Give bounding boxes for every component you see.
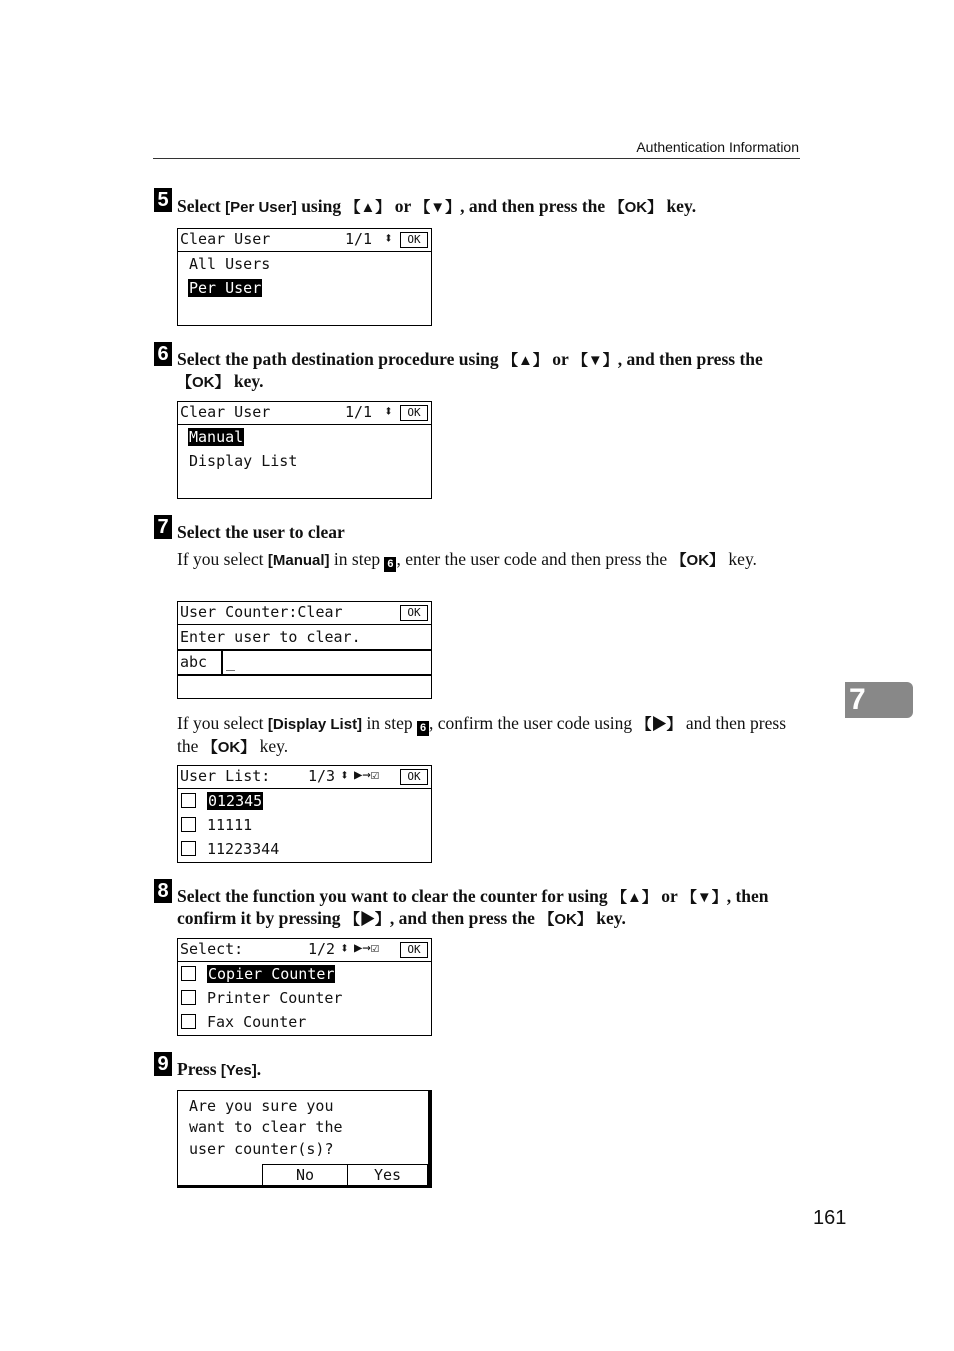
down-key: 【▼】	[681, 889, 727, 906]
lcd-divider	[221, 649, 223, 674]
lcd-clear-user-2	[177, 401, 432, 499]
ok-icon: OK	[400, 405, 428, 421]
checkbox-icon	[181, 990, 196, 1005]
lcd-clear-user-1	[177, 228, 432, 326]
lcd-page: 1/2	[308, 940, 336, 958]
up-down-arrows-icon: ⬍	[340, 766, 350, 784]
up-down-arrows-icon: ⬍	[384, 229, 394, 247]
step-9-marker: 9	[154, 1052, 172, 1076]
running-header: Authentication Information	[636, 139, 799, 155]
checkbox-icon	[181, 841, 196, 856]
up-key: 【▲】	[503, 352, 548, 369]
yes-button[interactable]: Yes	[347, 1164, 428, 1185]
list-item	[181, 792, 263, 810]
down-key: 【▼】	[572, 352, 618, 369]
chapter-tab: 7	[845, 682, 913, 718]
step-5-marker: 5	[154, 188, 172, 212]
yes-tag: [Yes]	[220, 1062, 257, 1079]
up-key: 【▲】	[612, 889, 657, 906]
dialog-message-line: Are you sure you	[189, 1097, 334, 1115]
up-down-arrows-icon: ⬍	[340, 939, 350, 957]
display-list-tag: [Display List]	[267, 716, 363, 733]
select-check-icon: ▶→☑	[354, 940, 380, 956]
function-label: Fax Counter	[207, 1013, 307, 1031]
step-6-text: Select the path destination procedure using 【▲】 or 【▼】, and then press the 【OK】 key.	[177, 349, 763, 391]
lcd-page: 1/3	[308, 767, 336, 785]
list-item	[181, 816, 252, 834]
lcd-item-per-user: Per User	[189, 279, 262, 297]
input-mode-label: abc	[180, 653, 208, 671]
per-user-tag: [Per User]	[225, 199, 297, 216]
right-key: 【▶】	[344, 911, 390, 928]
function-label: Copier Counter	[208, 965, 335, 983]
dialog-message-line: want to clear the	[189, 1118, 343, 1136]
lcd-title: Clear User	[180, 230, 271, 248]
list-item	[181, 1013, 306, 1031]
lcd-divider	[178, 674, 431, 676]
lcd-user-list	[177, 765, 432, 863]
lcd-item-display-list: Display List	[189, 452, 298, 470]
lcd-page: 1/1	[345, 403, 373, 421]
user-code-input: _	[226, 653, 236, 671]
user-code: 012345	[208, 792, 263, 810]
step-ref-icon: 6	[384, 557, 396, 572]
lcd-title: Select:	[180, 940, 244, 958]
list-item	[181, 989, 342, 1007]
checkbox-icon	[181, 793, 196, 808]
page-number: 161	[813, 1207, 847, 1229]
lcd-title: User List:	[180, 767, 271, 785]
lcd-item-all-users: All Users	[189, 255, 271, 273]
step-7-paragraph-1: If you select [Manual] in step 6 , enter the user code and then press the 【OK】 key.	[177, 549, 757, 570]
step-8-text: Select the function you want to clear the counter for using 【▲】 or 【▼】, then confirm it by pressing 【▶】, and then press the 【OK】 key.	[177, 886, 769, 928]
list-item	[181, 965, 335, 983]
checkbox-icon	[181, 966, 196, 981]
dialog-message-line: user counter(s)?	[189, 1140, 334, 1158]
down-key: 【▼】	[415, 199, 461, 216]
ok-key: 【OK】	[671, 552, 725, 569]
step-7-marker: 7	[154, 515, 172, 539]
lcd-confirm-dialog	[177, 1090, 432, 1188]
lcd-divider	[178, 649, 431, 651]
lcd-title: User Counter:Clear	[180, 603, 343, 621]
list-item	[181, 840, 279, 858]
checkbox-icon	[181, 1014, 196, 1029]
right-key: 【▶】	[636, 716, 682, 733]
manual-tag: [Manual]	[267, 552, 330, 569]
up-down-arrows-icon: ⬍	[384, 402, 394, 420]
ok-key: 【OK】	[202, 739, 256, 756]
step-9-text: Press [Yes].	[177, 1059, 262, 1079]
step-7-title: Select the user to clear	[177, 522, 345, 542]
user-code: 11223344	[207, 840, 280, 858]
user-code: 11111	[207, 816, 253, 834]
ok-icon: OK	[400, 232, 428, 248]
function-label: Printer Counter	[207, 989, 343, 1007]
select-check-icon: ▶→☑	[354, 767, 380, 783]
step-7-paragraph-2: If you select [Display List] in step 6 , confirm the user code using 【▶】 and then press the 【OK】 key.	[177, 713, 787, 756]
lcd-user-counter-clear	[177, 601, 432, 699]
step-6-marker: 6	[154, 342, 172, 366]
step-ref-icon: 6	[417, 721, 429, 736]
no-button[interactable]: No	[262, 1164, 348, 1185]
lcd-item-manual: Manual	[189, 428, 244, 446]
ok-icon: OK	[400, 605, 428, 621]
lcd-select-function	[177, 938, 432, 1036]
ok-key: 【OK】	[609, 199, 663, 216]
step-5-text: Select [Per User] using 【▲】 or 【▼】, and then press the 【OK】 key.	[177, 196, 697, 216]
ok-icon: OK	[400, 942, 428, 958]
up-key: 【▲】	[345, 199, 391, 216]
step-8-marker: 8	[154, 879, 172, 903]
checkbox-icon	[181, 817, 196, 832]
header-rule	[153, 158, 800, 159]
ok-key: 【OK】	[177, 374, 230, 391]
ok-icon: OK	[400, 769, 428, 785]
lcd-prompt: Enter user to clear.	[180, 628, 361, 646]
ok-key: 【OK】	[539, 911, 592, 928]
lcd-page: 1/1	[345, 230, 373, 248]
lcd-title: Clear User	[180, 403, 271, 421]
